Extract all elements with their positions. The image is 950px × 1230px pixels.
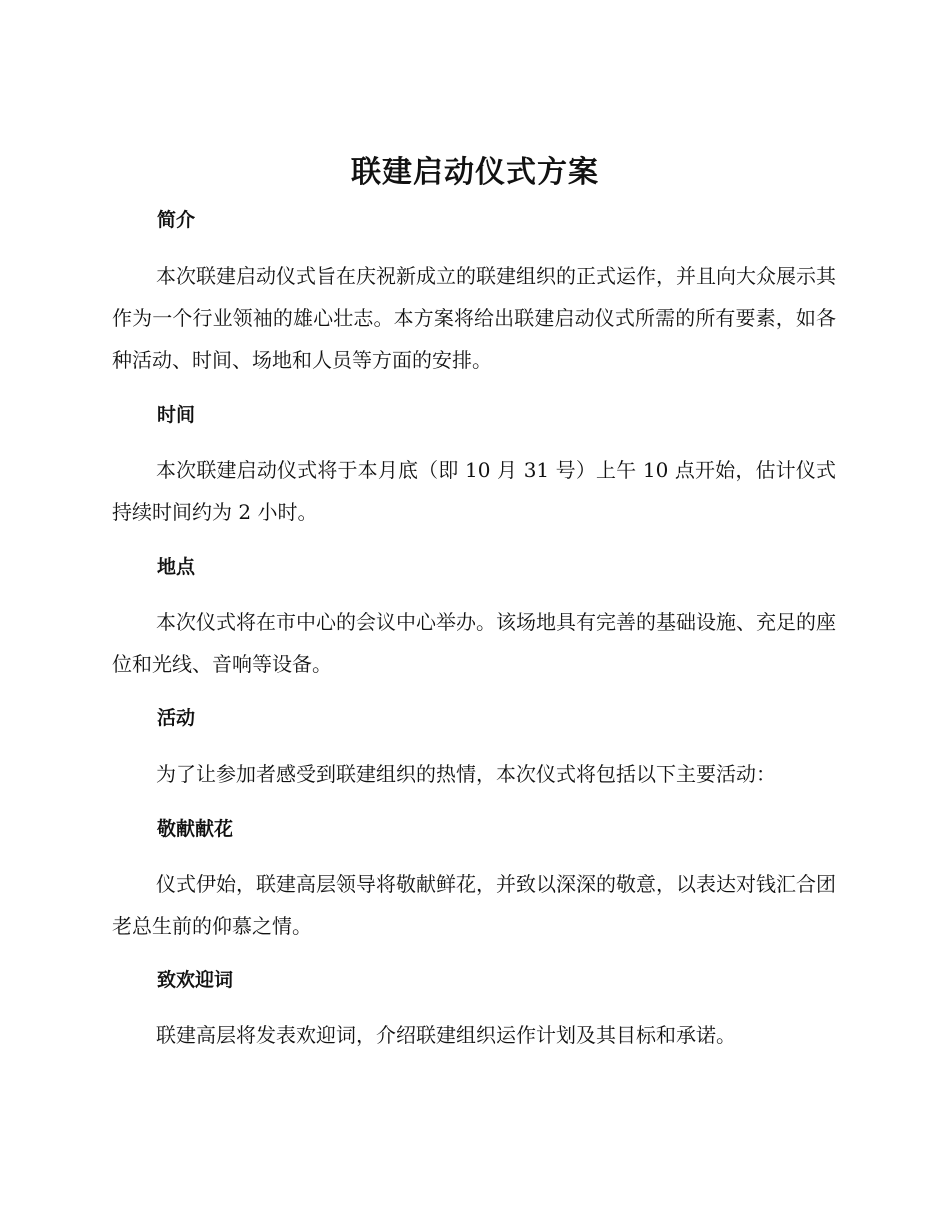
section-paragraph-intro: 本次联建启动仪式旨在庆祝新成立的联建组织的正式运作，并且向大众展示其作为一个行业领袖的雄心壮志。本方案将给出联建启动仪式所需的所有要素，如各种活动、时间、场地和人员等方面的安排。 bbox=[112, 264, 836, 372]
section-paragraph-location: 本次仪式将在市中心的会议中心举办。该场地具有完善的基础设施、充足的座位和光线、音响等设备。 bbox=[112, 610, 836, 676]
section-paragraph-time: 本次联建启动仪式将于本月底（即 10 月 31 号）上午 10 点开始，估计仪式持续时间约为 2 小时。 bbox=[112, 458, 836, 524]
section-paragraph-activities: 为了让参加者感受到联建组织的热情，本次仪式将包括以下主要活动： bbox=[156, 762, 776, 786]
section-heading-activities: 活动 bbox=[157, 707, 196, 729]
section-heading-flowers: 敬献献花 bbox=[157, 818, 234, 840]
section-heading-location: 地点 bbox=[157, 556, 196, 578]
section-heading-time: 时间 bbox=[157, 404, 196, 426]
section-paragraph-welcome: 联建高层将发表欢迎词，介绍联建组织运作计划及其目标和承诺。 bbox=[156, 1023, 736, 1047]
section-heading-welcome: 致欢迎词 bbox=[157, 969, 234, 991]
section-paragraph-flowers: 仪式伊始，联建高层领导将敬献鲜花，并致以深深的敬意，以表达对钱汇合团老总生前的仰慕之情。 bbox=[112, 872, 836, 938]
document-title: 联建启动仪式方案 bbox=[351, 155, 599, 190]
section-heading-intro: 简介 bbox=[157, 209, 196, 231]
